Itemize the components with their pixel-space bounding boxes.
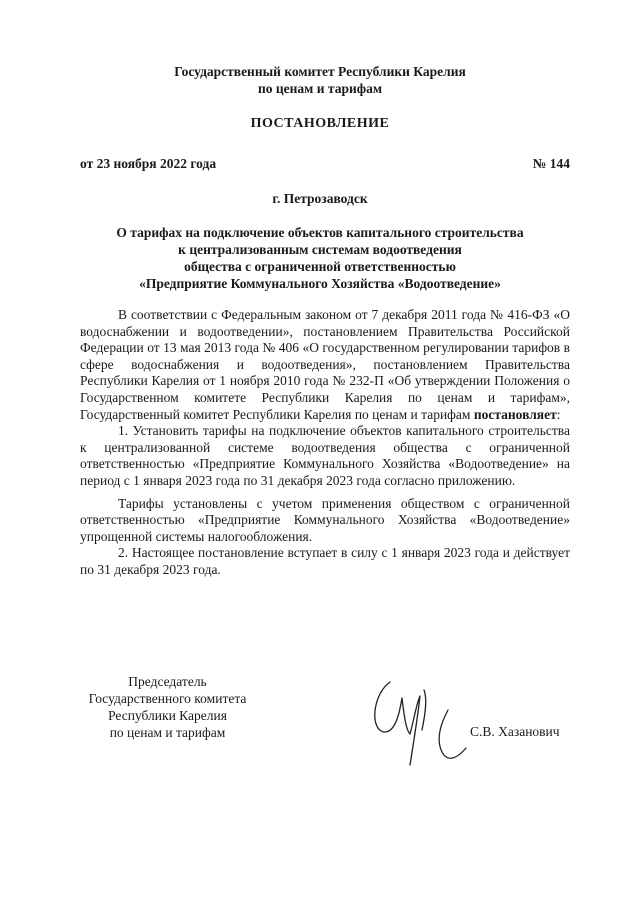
preamble-paragraph xyxy=(80,307,570,423)
decree-word: постановляет xyxy=(473,406,557,422)
preamble-text: В соответствии с Федеральным законом от 7 декабря 2011 года № 416-ФЗ «О водоснабжении и водоотведении», постановлением Правительства Российской Федерации от 13 мая 2013 года № 406 «О государственном регулировании тарифов в сфере водоснабжения и водоотведения», постановлением Правительства Республики Карелия от 1 ноября 2010 года № 232-П «Об утверждении Положения о Государственном комитете Республики Карелия по ценам и тарифам», Государственный комитет Республики Карелия по ценам и тарифам xyxy=(80,307,570,422)
authority-line-2: по ценам и тарифам xyxy=(257,81,383,96)
subject-line-4: «Предприятие Коммунального Хозяйства «Водоотведение» xyxy=(139,276,501,291)
authority-line-1: Государственный комитет Республики Карелия xyxy=(174,64,466,79)
date-number-line xyxy=(80,156,570,172)
handwritten-signature xyxy=(362,670,482,770)
signatory-title xyxy=(60,673,275,741)
signatory-role-4: по ценам и тарифам xyxy=(109,725,226,740)
subject-line-1: О тарифах на подключение объектов капитального строительства xyxy=(116,225,524,240)
document-date: от 23 ноября 2022 года xyxy=(80,156,217,171)
item-1-note: Тарифы установлены с учетом применения обществом с ограниченной ответственностью «Предприятие Коммунального Хозяйства «Водоотведение» упрощенной системы налогообложения. xyxy=(80,495,570,544)
signatory-role-2: Государственного комитета xyxy=(88,691,247,706)
item-2: 2. Настоящее постановление вступает в силу с 1 января 2023 года и действует по 31 декабря 2023 года. xyxy=(80,545,570,577)
signatory-role-3: Республики Карелия xyxy=(108,708,227,723)
issuing-authority xyxy=(0,63,640,97)
item-1: 1. Установить тарифы на подключение объектов капитального строительства к централизованной системе водоотведения общества с ограниченной ответственностью «Предприятие Коммунального Хозяйства «Водоотведение» на период с 1 января 2023 года по 31 декабря 2023 года согласно приложению. xyxy=(80,423,570,488)
subject-line-3: общества с ограниченной ответственностью xyxy=(184,259,456,274)
signatory-name: С.В. Хазанович xyxy=(470,724,560,739)
document-number: № 144 xyxy=(532,156,570,171)
signatory-role-1: Председатель xyxy=(128,674,207,689)
city: г. Петрозаводск xyxy=(272,191,368,206)
subject-line-2: к централизованным системам водоотведения xyxy=(178,242,462,257)
decree-colon: : xyxy=(556,406,561,422)
document-body xyxy=(80,307,570,585)
document-subject xyxy=(0,224,640,292)
document-type: ПОСТАНОВЛЕНИЕ xyxy=(250,116,390,131)
